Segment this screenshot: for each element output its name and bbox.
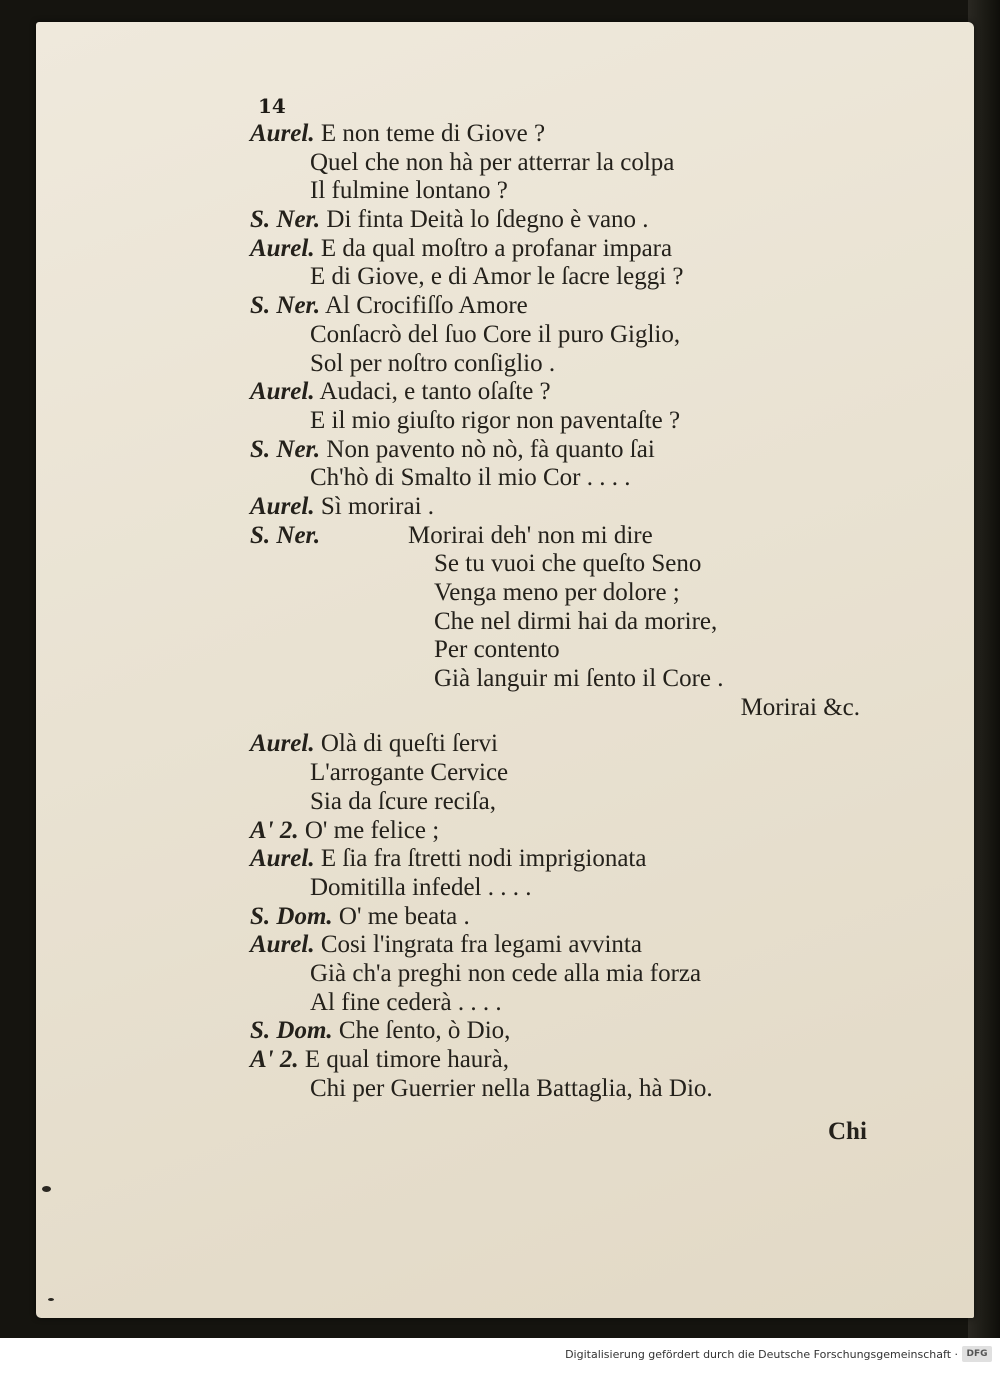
line-text: Sia da ſcure reciſa, [310, 787, 497, 815]
text-line [250, 493, 870, 522]
line-text: O' me felice ; [304, 816, 440, 844]
text-line [250, 407, 870, 436]
aria-first-line [250, 522, 870, 551]
text-line [250, 177, 870, 206]
line-text: Che ſento, ò Dio, [338, 1017, 511, 1045]
line-text: Audaci, e tanto oſaſte ? [319, 378, 551, 406]
speaker-label: A' 2. [250, 816, 299, 844]
text-line [250, 874, 870, 903]
dfg-logo: DFG [962, 1346, 992, 1362]
speaker-label: S. Ner. [250, 435, 321, 463]
speaker-label: Aurel. [250, 234, 315, 262]
footer-bar [0, 1338, 1000, 1377]
text-line [250, 759, 870, 788]
line-text: Ch'hò di Smalto il mio Cor . . . . [310, 464, 631, 492]
text-line [250, 149, 870, 178]
speaker-label: S. Dom. [250, 902, 333, 930]
speaker-label: Aurel. [250, 492, 315, 520]
speaker-label: Aurel. [250, 845, 315, 873]
text-line [250, 1075, 870, 1104]
text-line [250, 845, 870, 874]
aria-line: Se tu vuoi che queſto Seno [434, 550, 702, 578]
line-text: E non teme di Giove ? [320, 120, 546, 147]
speaker-label: Aurel. [250, 931, 315, 959]
line-text: Domitilla infedel . . . . [310, 873, 532, 901]
text-line [250, 321, 870, 350]
text-line [250, 206, 870, 235]
line-text: E da qual moſtro a profanar impara [320, 234, 673, 262]
line-text: Cosi l'ingrata fra legami avvinta [320, 931, 642, 959]
line-text: Il fulmine lontano ? [310, 177, 508, 205]
aria-line: Per contento [434, 636, 560, 664]
aria-line: Venga meno per dolore ; [434, 579, 680, 606]
line-text: Non pavento nò nò, fà quanto ſai [326, 435, 655, 463]
text-block [250, 120, 870, 1103]
text-line [250, 903, 870, 932]
aria-line: Che nel dirmi hai da morire, [434, 607, 718, 635]
speaker-label: S. Ner. [250, 521, 321, 549]
text-line [250, 120, 870, 149]
speaker-label: Aurel. [250, 378, 315, 406]
speaker-label: S. Ner. [250, 206, 321, 234]
line-text: Già ch'a preghi non cede alla mia forza [310, 959, 702, 987]
speaker-label: S. Dom. [250, 1017, 333, 1045]
text-line [250, 817, 870, 846]
catchword: Chi [828, 1118, 867, 1145]
ink-speck [48, 1298, 54, 1301]
line-text: Al Crocifiſſo Amore [325, 292, 528, 320]
line-text: Chi per Guerrier nella Battaglia, hà Dio. [310, 1074, 713, 1102]
text-line [250, 464, 870, 493]
line-text: L'arrogante Cervice [310, 759, 509, 787]
text-line [250, 1017, 870, 1046]
line-text: Quel che non hà per atterrar la colpa [310, 148, 675, 176]
line-text: E ſia fra ſtretti nodi imprigionata [320, 845, 647, 873]
line-text: O' me beata . [338, 902, 470, 930]
speaker-label: S. Ner. [250, 292, 321, 320]
speaker-label: Aurel. [250, 730, 315, 758]
text-line [250, 235, 870, 264]
speaker-label: A' 2. [250, 1046, 299, 1073]
page-number: 14 [258, 94, 286, 118]
line-text: E di Giove, e di Amor le ſacre leggi ? [310, 263, 684, 291]
text-line [250, 960, 870, 989]
text-line [250, 292, 870, 321]
spacer [250, 722, 870, 730]
text-line [250, 788, 870, 817]
text-line [250, 1046, 870, 1075]
line-text: Olà di queſti ſervi [320, 730, 498, 758]
line-text: Al fine cederà . . . . [310, 988, 502, 1016]
ink-speck [42, 1186, 51, 1192]
text-line [250, 730, 870, 759]
line-text: Conſacrò del ſuo Core il puro Giglio, [310, 320, 681, 348]
speaker-label: Aurel. [250, 120, 315, 147]
da-capo: Morirai &c. [740, 693, 860, 721]
footer-credit: Digitalisierung gefördert durch die Deutsche Forschungsgemeinschaft · [565, 1348, 958, 1361]
text-line [250, 436, 870, 465]
aria-line: Già languir mi ſento il Core . [434, 665, 724, 693]
text-line [250, 350, 870, 379]
text-line [250, 931, 870, 960]
text-line [250, 263, 870, 292]
line-text: Sol per noſtro conſiglio . [310, 349, 556, 377]
line-text: Di finta Deità lo ſdegno è vano . [326, 206, 649, 234]
text-line [250, 378, 870, 407]
text-line [250, 989, 870, 1018]
line-text: Sì morirai . [320, 492, 435, 520]
line-text: E il mio giuſto rigor non paventaſte ? [310, 406, 681, 434]
line-text: E qual timore haurà, [304, 1046, 509, 1073]
aria-line-text: Morirai deh' non mi dire [408, 521, 653, 549]
